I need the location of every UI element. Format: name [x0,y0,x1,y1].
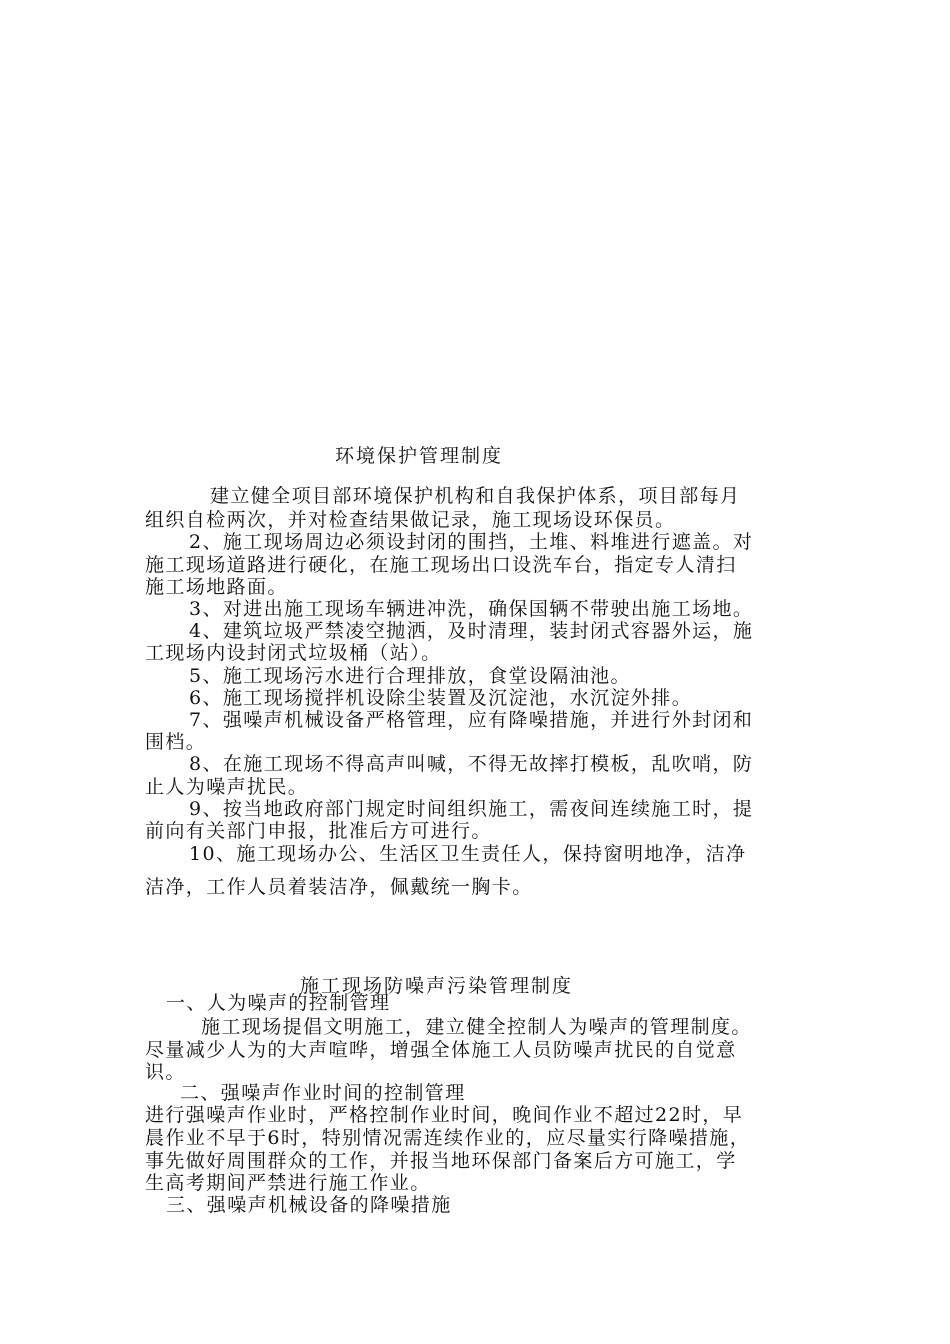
section1-line: 10、施工现场办公、生活区卫生责任人，保持窗明地净，洁净 [189,843,747,865]
section2-line: 二、强噪声作业时间的控制管理 [180,1082,466,1104]
section1-line: 施工现场道路进行硬化，在施工现场出口设洗车台，指定专人清扫 [145,554,737,576]
section2-line: 一、人为噪声的控制管理 [166,992,391,1014]
section1-line: 洁净，工作人员着装洁净，佩戴统一胸卡。 [145,876,533,898]
section2-line: 三、强噪声机械设备的降噪措施 [166,1194,452,1216]
section1-line: 5、施工现场污水进行合理排放，食堂设隔油池。 [189,665,631,687]
section1-line: 施工场地路面。 [145,576,288,598]
section1-line: 3、对进出施工现场车辆进冲洗，确保国辆不带驶出施工场地。 [189,598,754,620]
section2-line: 生高考期间严禁进行施工作业。 [145,1172,431,1194]
section1-line: 9、按当地政府部门规定时间组织施工，需夜间连续施工时，提 [189,798,754,820]
section2-line: 识。 [145,1061,186,1083]
section1-line: 工现场内设封闭式垃圾桶（站）。 [145,642,442,664]
section1-line: 7、强噪声机械设备严格管理，应有降噪措施，并进行外封闭和 [189,709,754,731]
section1-line: 围档。 [145,731,207,753]
section1-line: 组织自检两次，并对检查结果做记录，施工现场设环保员。 [145,509,676,531]
section1-title: 环境保护管理制度 [335,445,504,467]
section2-line: 施工现场提倡文明施工，建立健全控制人为噪声的管理制度。 [201,1016,752,1038]
section1-line: 2、施工现场周边必须设封闭的围挡，土堆、料堆进行遮盖。对 [189,531,754,553]
section1-line: 6、施工现场搅拌机设除尘装置及沉淀池，水沉淀外排。 [189,687,693,709]
section2-line: 晨作业不早于6时，特别情况需连续作业的，应尽量实行降噪措施， [145,1127,751,1149]
section1-line: 前向有关部门申报，批准后方可进行。 [145,820,492,842]
section2-title: 施工现场防噪声污染管理制度 [300,975,574,997]
section2-line: 进行强噪声作业时，严格控制作业时间，晚间作业不超过22时，早 [145,1104,744,1126]
section1-line: 止人为噪声扰民。 [145,776,309,798]
section2-line: 尽量减少人为的大声喧哗，增强全体施工人员防噪声扰民的自觉意 [145,1039,737,1061]
section1-line: 8、在施工现场不得高声叫喊，不得无故摔打模板，乱吹哨，防 [189,753,754,775]
section1-line: 建立健全项目部环境保护机构和自我保护体系，项目部每月 [210,485,741,507]
section2-line: 事先做好周围群众的工作，并报当地环保部门备案后方可施工，学 [145,1150,737,1172]
section1-line: 4、建筑垃圾严禁凌空抛洒，及时清理，装封闭式容器外运，施 [189,620,754,642]
